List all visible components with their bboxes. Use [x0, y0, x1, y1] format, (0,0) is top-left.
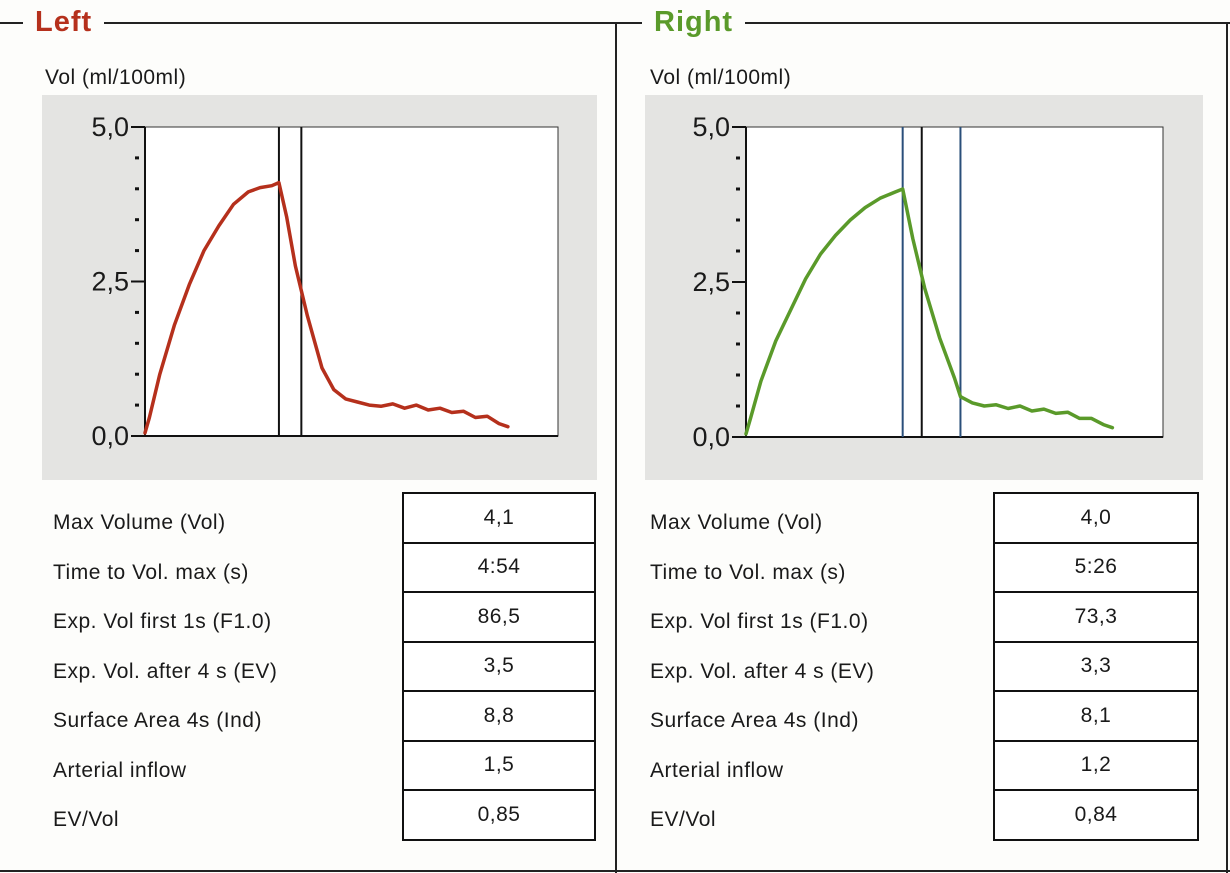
left-row-label: Exp. Vol first 1s (F1.0) [53, 610, 272, 633]
left-row-label: Max Volume (Vol) [53, 511, 226, 534]
left-y-axis-label: Vol (ml/100ml) [45, 66, 187, 89]
right-row-label: Exp. Vol first 1s (F1.0) [650, 610, 869, 633]
right-row-label: Max Volume (Vol) [650, 511, 823, 534]
right-y-tick-label: 0,0 [692, 422, 730, 452]
left-row-label: EV/Vol [53, 808, 120, 831]
right-row-label: Surface Area 4s (Ind) [650, 709, 859, 732]
left-row-value: 0,85 [402, 789, 596, 841]
right-row-label: EV/Vol [650, 808, 717, 831]
right-y-tick-label: 5,0 [692, 112, 730, 142]
right-row-value: 1,2 [993, 740, 1199, 792]
right-row-label: Arterial inflow [650, 758, 784, 782]
right-row-label: Exp. Vol. after 4 s (EV) [650, 659, 875, 683]
right-row-value: 8,1 [993, 690, 1199, 742]
right-row-value: 73,3 [993, 591, 1199, 643]
left-row-value: 8,8 [402, 690, 596, 742]
left-row-value: 4:54 [402, 542, 596, 594]
right-panel-title: Right [642, 4, 745, 40]
right-y-tick-label: 2,5 [692, 267, 730, 297]
left-row-label: Surface Area 4s (Ind) [53, 709, 262, 732]
left-row-value: 1,5 [402, 740, 596, 792]
right-row-value: 3,3 [993, 641, 1199, 693]
right-row-value: 5:26 [993, 542, 1199, 594]
left-row-value: 4,1 [402, 492, 596, 544]
left-y-tick-label: 0,0 [91, 421, 129, 451]
left-row-value: 86,5 [402, 591, 596, 643]
left-row-label: Time to Vol. max (s) [53, 560, 249, 584]
left-y-tick-label: 2,5 [91, 266, 129, 297]
left-row-label: Exp. Vol. after 4 s (EV) [53, 659, 278, 683]
right-row-value: 4,0 [993, 492, 1199, 544]
right-row-label: Time to Vol. max (s) [650, 560, 846, 584]
frame-bottom-line [0, 870, 1230, 872]
left-y-tick-label: 5,0 [91, 112, 129, 142]
right-row-value: 0,84 [993, 789, 1199, 841]
left-row-label: Arterial inflow [53, 758, 187, 782]
right-y-axis-label: Vol (ml/100ml) [650, 66, 792, 89]
left-row-value: 3,5 [402, 641, 596, 693]
right-plot-area [746, 127, 1163, 437]
left-panel-title: Left [23, 4, 104, 40]
